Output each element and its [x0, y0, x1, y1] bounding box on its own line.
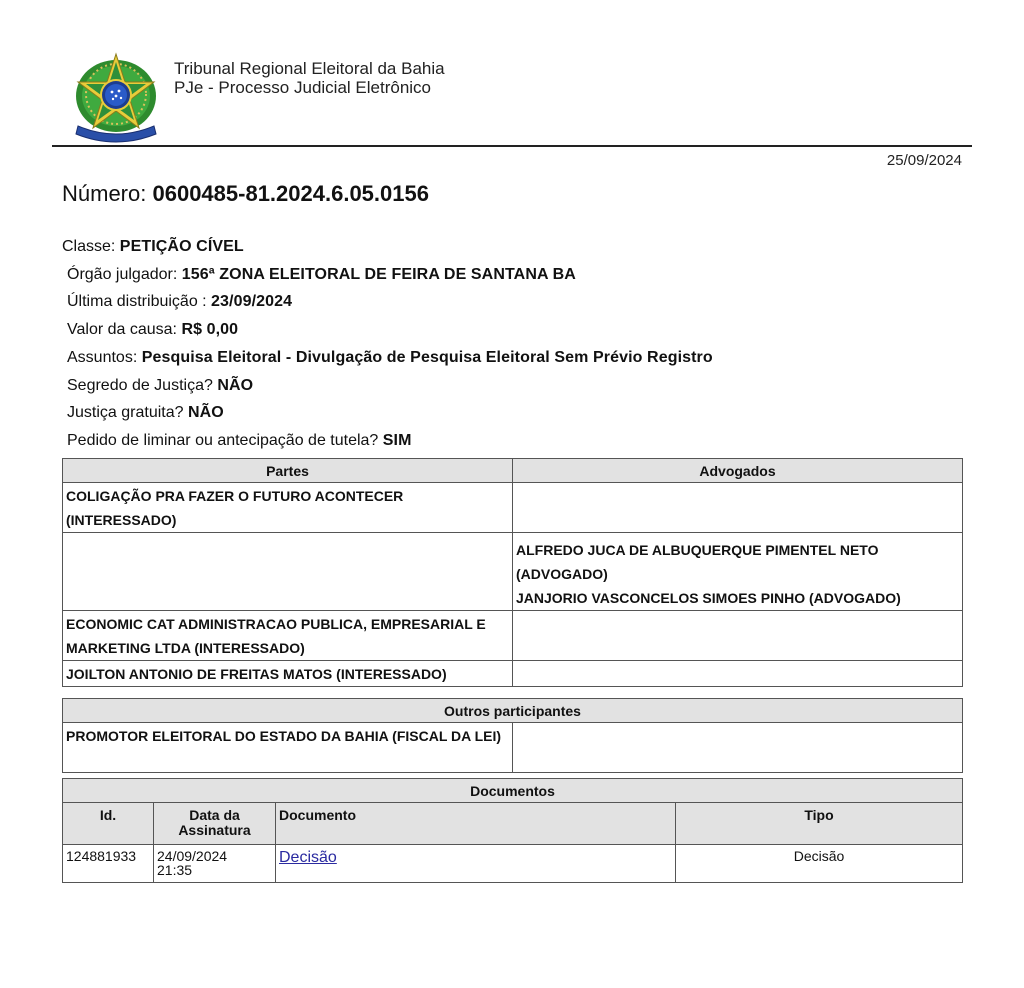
- court-name: Tribunal Regional Eleitoral da Bahia: [174, 59, 445, 78]
- advogado-cell: [513, 483, 963, 533]
- header-divider: [52, 145, 972, 147]
- process-number: [62, 181, 429, 207]
- field-assuntos: [62, 344, 713, 372]
- doc-type-cell: Decisão: [676, 845, 963, 883]
- parte-cell: [63, 533, 513, 611]
- partes-header-row: [63, 459, 963, 483]
- outros-participantes-table: [62, 698, 963, 773]
- advogado-name: JANJORIO VASCONCELOS SIMOES PINHO (ADVOGADO): [516, 590, 901, 606]
- field-valor-causa: [62, 316, 713, 344]
- advogado-cell: [513, 533, 963, 611]
- print-date: 25/09/2024: [886, 152, 962, 169]
- table-row: [63, 483, 963, 533]
- table-row: [63, 533, 963, 611]
- field-value: NÃO: [217, 376, 254, 394]
- process-fields: [62, 233, 713, 455]
- field-label: Assuntos:: [67, 348, 142, 366]
- table-row: [63, 661, 963, 687]
- field-value: 156ª ZONA ELEITORAL DE FEIRA DE SANTANA BA: [181, 265, 576, 283]
- doc-date-cell: [154, 845, 276, 883]
- advogado-cell: [513, 661, 963, 687]
- field-orgao-julgador: [62, 261, 713, 289]
- advogado-name: ALFREDO JUCA DE ALBUQUERQUE PIMENTEL NETO (ADVOGADO): [516, 542, 879, 582]
- field-value: SIM: [382, 431, 412, 449]
- doc-date: 24/09/2024: [157, 848, 228, 864]
- doc-time: 21:35: [157, 862, 193, 878]
- column-header-partes: Partes: [63, 459, 513, 483]
- doc-id-cell: 124881933: [63, 845, 154, 883]
- document-link-decisao[interactable]: Decisão: [279, 849, 337, 866]
- column-header-tipo: Tipo: [676, 803, 963, 845]
- field-segredo-justica: [62, 372, 713, 400]
- field-value: R$ 0,00: [181, 321, 239, 339]
- outros-participantes-header: Outros participantes: [63, 699, 963, 723]
- partes-table: [62, 458, 963, 687]
- document-header: [70, 50, 445, 144]
- field-justica-gratuita: [62, 399, 713, 427]
- field-label: Classe:: [62, 238, 120, 255]
- field-value: PETIÇÃO CÍVEL: [119, 238, 244, 255]
- parte-cell: JOILTON ANTONIO DE FREITAS MATOS (INTERESSADO): [63, 661, 513, 687]
- documentos-table: [62, 778, 963, 883]
- system-name: PJe - Processo Judicial Eletrônico: [174, 78, 432, 97]
- documentos-header-row: [63, 779, 963, 803]
- field-label: Justiça gratuita?: [67, 404, 188, 422]
- field-label: Segredo de Justiça?: [67, 376, 218, 394]
- advogado-cell: [513, 611, 963, 661]
- field-ultima-distribuicao: [62, 288, 713, 316]
- field-value: NÃO: [187, 404, 224, 422]
- field-label: Órgão julgador:: [67, 265, 182, 283]
- field-pedido-liminar: [62, 427, 713, 455]
- brazil-coat-of-arms-icon: [70, 50, 162, 144]
- column-header-data-assinatura: Data da Assinatura: [154, 803, 276, 845]
- column-header-id: Id.: [63, 803, 154, 845]
- field-label: Última distribuição :: [67, 293, 212, 311]
- header-titles: [174, 59, 445, 97]
- process-number-label: Número:: [62, 181, 153, 206]
- column-header-documento: Documento: [276, 803, 676, 845]
- field-value: 23/09/2024: [211, 293, 293, 311]
- field-label: Pedido de liminar ou antecipação de tutela?: [67, 431, 383, 449]
- documentos-column-row: [63, 803, 963, 845]
- parte-cell: COLIGAÇÃO PRA FAZER O FUTURO ACONTECER (INTERESSADO): [63, 483, 513, 533]
- participante-extra-cell: [513, 723, 963, 773]
- documentos-header: Documentos: [63, 779, 963, 803]
- outros-header-row: [63, 699, 963, 723]
- participante-cell: PROMOTOR ELEITORAL DO ESTADO DA BAHIA (FISCAL DA LEI): [63, 723, 513, 773]
- process-number-value: 0600485-81.2024.6.05.0156: [152, 181, 429, 206]
- table-row: [63, 845, 963, 883]
- parte-cell: ECONOMIC CAT ADMINISTRACAO PUBLICA, EMPRESARIAL E MARKETING LTDA (INTERESSADO): [63, 611, 513, 661]
- field-label: Valor da causa:: [67, 321, 182, 339]
- table-row: [63, 611, 963, 661]
- table-row: [63, 723, 963, 773]
- field-classe: [62, 233, 713, 261]
- field-value: Pesquisa Eleitoral - Divulgação de Pesquisa Eleitoral Sem Prévio Registro: [141, 348, 713, 366]
- column-header-advogados: Advogados: [513, 459, 963, 483]
- doc-name-cell: [276, 845, 676, 883]
